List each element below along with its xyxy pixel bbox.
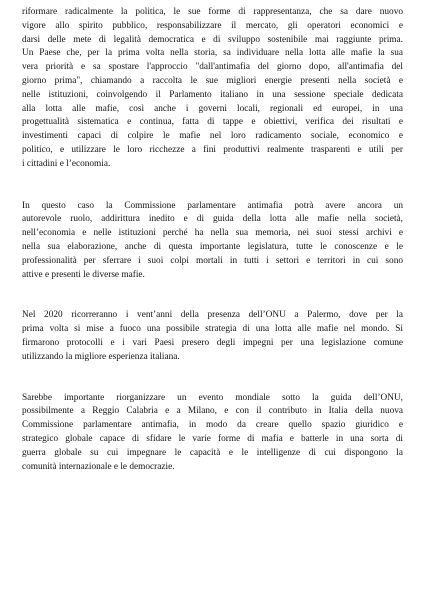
text-line: politico, e utilizzare le loro ricchezze a fini produttivi realmente trasparenti e utili per xyxy=(22,144,403,155)
paragraph-2 xyxy=(22,200,403,283)
text-line: comunità internazionale e le democrazie. xyxy=(22,461,175,472)
text-line: possibilmente a Reggio Calabria e a Milano, e con il contributo in Italia della nuova xyxy=(22,406,403,417)
text-line: Un Paese che, per la prima volta nella storia, sa individuare nella lotta alle mafie la sua xyxy=(22,48,403,59)
text-line: professionalità per sferrare i suoi colpi mortali in tutti i settori e territori in cui sono xyxy=(22,255,403,266)
text-line: utilizzando la migliore esperienza italiana. xyxy=(22,351,180,362)
text-line: nell’economia e nelle istituzioni perché ha nella sua memoria, nei suoi stessi archivi e xyxy=(22,228,403,239)
text-line: riformare radicalmente la politica, le sue forme di rappresentanza, che sa dare nuovo xyxy=(22,7,403,17)
text-line: darsi delle mete di legalità democratica e di sviluppo sostenibile mai raggiunte prima. xyxy=(22,34,403,45)
text-line: nella sua elaborazione, anche di questa importante legislatura, tutte le conoscenze e le xyxy=(22,241,403,252)
text-line: progettualità sistematica e continua, fatta di tappe e obiettivi, verifica dei risultati e xyxy=(22,117,403,128)
text-line: i cittadini e l’economia. xyxy=(22,158,111,169)
paragraph-3 xyxy=(22,309,403,364)
text-line: giorno prima", chiamando a raccolta le sue migliori energie presenti nella società e xyxy=(22,75,403,86)
text-line: prima volta si mise a fuoco una possibile strategia di una lotta alle mafie nel mondo. Si xyxy=(22,324,403,335)
text-line: autorevole ruolo, addirittura inedito e di guida della lotta alle mafie nella società, xyxy=(22,214,403,225)
text-line: Nel 2020 ricorreranno i vent’anni della presenza dell’ONU a Palermo, dove per la xyxy=(22,310,403,321)
text-line: attive e presenti le diverse mafie. xyxy=(22,269,145,280)
text-line: strategico globale capace di sfidare le varie forme di mafia e batterle in una sorta di xyxy=(22,433,403,444)
document-body xyxy=(22,6,403,474)
text-line: vigore allo spirito pubblico, responsabilizzare il mercato, gli operatori economici e xyxy=(22,20,403,31)
text-line: guerra globale su cui impegnare le capacità e le intelligenze di cui dispongono la xyxy=(22,447,403,458)
text-line: Commissione parlamentare antimafia, in modo da creare quello spazio giuridico e xyxy=(22,420,403,431)
text-line: firmarono protocolli e i vari Paesi presero degli impegni per una legislazione comune xyxy=(22,337,403,348)
text-line: nelle istituzioni, coinvolgendo il Parlamento italiano in una sessione speciale dedicata xyxy=(22,89,403,100)
paragraph-4 xyxy=(22,392,403,475)
text-line: Sarebbe importante riorganizzare un evento mondiale sotto la guida dell’ONU, xyxy=(22,392,403,403)
text-line: investimenti capaci di colpire le mafie nel loro radicamento sociale, economico e xyxy=(22,131,403,142)
text-line: vera priorità e sa spostare l'approccio "dall'antimafia del giorno dopo, all'antimafia del xyxy=(22,62,403,73)
paragraph-1 xyxy=(22,6,403,172)
text-line: In questo caso la Commissione parlamentare antimafia potrà avere ancora un xyxy=(22,200,403,211)
text-line: alla lotta alle mafie, così anche i governi locali, regionali ed europei, in una xyxy=(22,103,403,114)
